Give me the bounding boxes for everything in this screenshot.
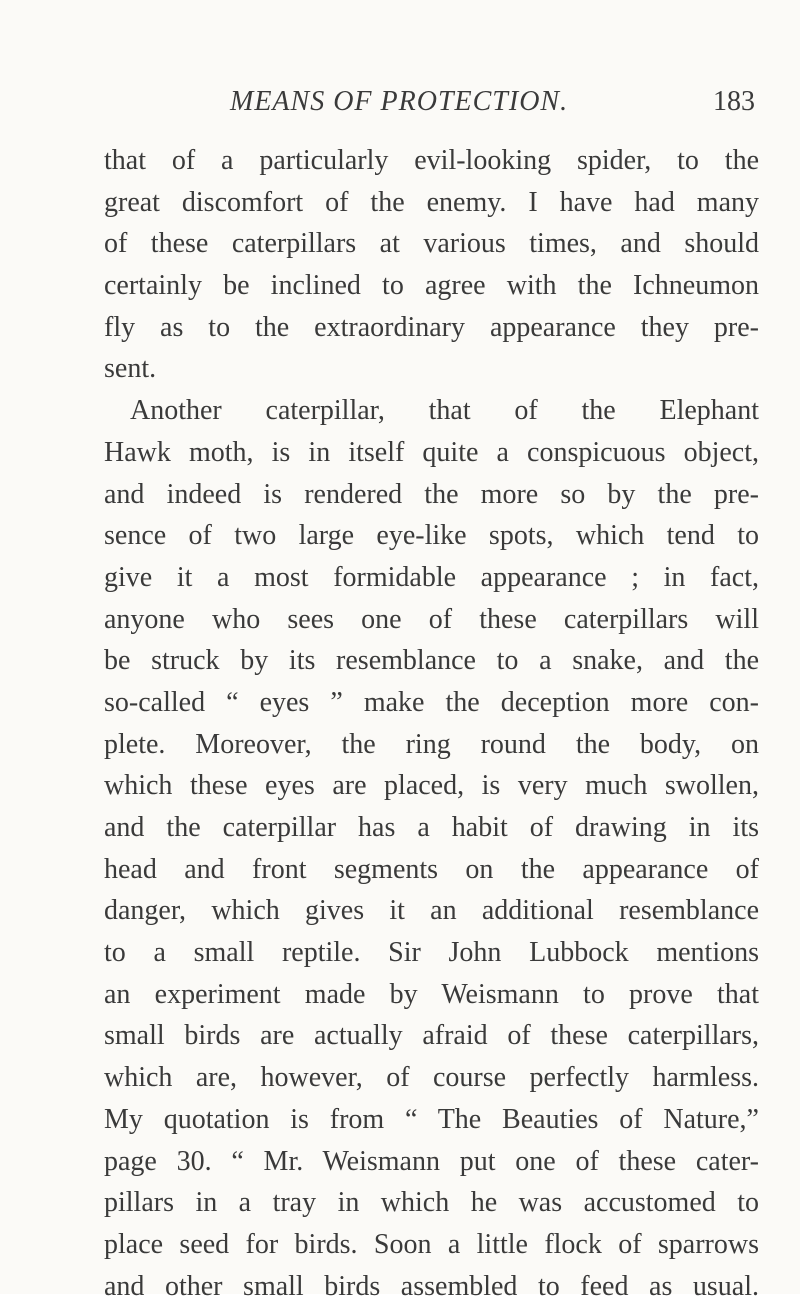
text-line: sence of two large eye-like spots, which tend to [104,520,759,552]
text-line: fly as to the extraordinary appearance they pre- [104,311,759,343]
text-line: head and front segments on the appearance of [104,853,759,885]
running-title: MEANS OF PROTECTION. [230,86,569,117]
page-number: 183 [713,86,755,117]
text-line: page 30. “ Mr. Weismann put one of these cater- [104,1145,759,1177]
text-line: which these eyes are placed, is very much swollen, [104,770,759,802]
text-line: sent. [104,353,157,385]
text-line: and indeed is rendered the more so by the pre- [104,478,759,510]
text-line: to a small reptile. Sir John Lubbock mentions [104,937,759,969]
text-line: certainly be inclined to agree with the Ichneumon [104,270,759,302]
text-line: and the caterpillar has a habit of drawing in its [104,812,759,843]
text-line: Hawk moth, is in itself quite a conspicuous object, [104,436,759,468]
running-head [0,86,800,126]
body-text [104,140,759,1307]
text-line: small birds are actually afraid of these caterpillars, [104,1020,759,1052]
text-line: danger, which gives it an additional resemblance [104,895,759,927]
text-line: so-called “ eyes ” make the deception more con- [104,686,759,718]
text-line: and other small birds assembled to feed as usual. [104,1270,759,1302]
text-line: be struck by its resemblance to a snake, and the [104,645,759,677]
text-line: give it a most formidable appearance ; in fact, [104,561,759,593]
text-line: anyone who sees one of these caterpillars will [104,603,759,635]
text-line: plete. Moreover, the ring round the body, on [104,728,759,760]
text-line: of these caterpillars at various times, and should [104,228,759,260]
text-line: great discomfort of the enemy. I have had many [104,186,759,218]
text-line: an experiment made by Weismann to prove that [104,978,759,1010]
text-line: Another caterpillar, that of the Elephant [130,395,759,427]
text-line: pillars in a tray in which he was accustomed to [104,1187,759,1219]
text-line: place seed for birds. Soon a little flock of sparrows [104,1228,759,1260]
text-line: that of a particularly evil-looking spider, to the [104,145,759,176]
text-line: which are, however, of course perfectly harmless. [104,1062,759,1094]
text-line: My quotation is from “ The Beauties of Nature,” [104,1103,759,1135]
